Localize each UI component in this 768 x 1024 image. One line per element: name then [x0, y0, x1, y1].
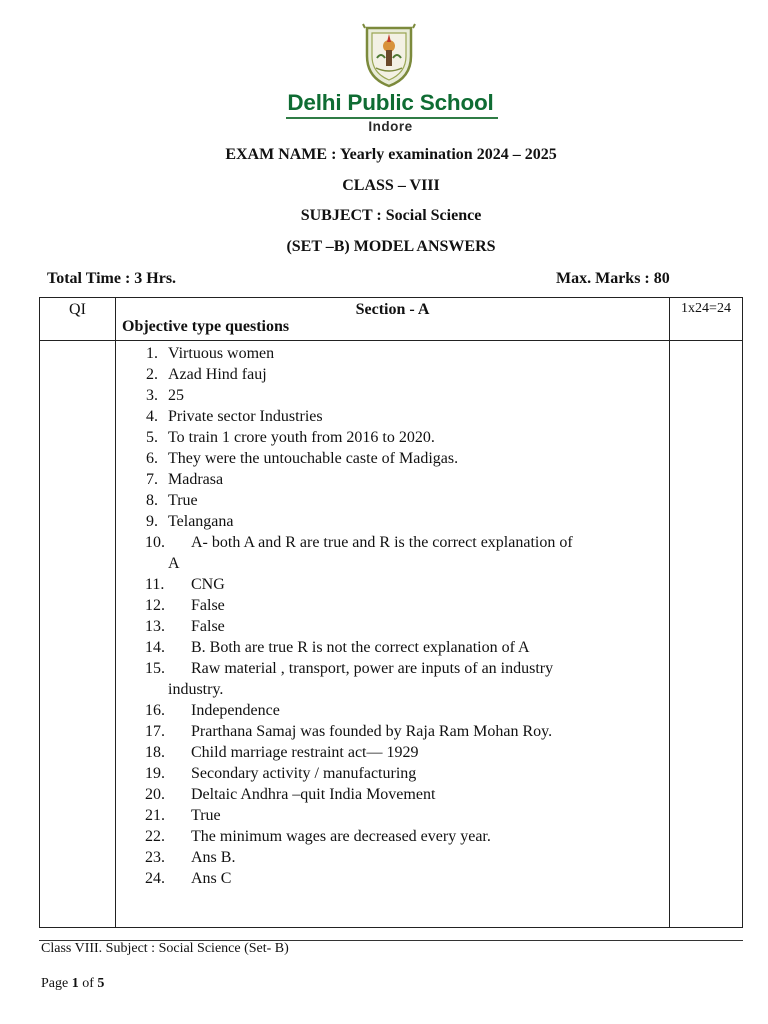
answer-item [116, 637, 669, 658]
answer-number: 5. [146, 429, 158, 446]
answer-number: 15. [145, 660, 165, 677]
answer-item [116, 574, 669, 595]
answer-number: 6. [146, 450, 158, 467]
answer-text: A- both A and R are true and R is the correct explanation of [191, 534, 573, 551]
answer-item [116, 763, 669, 784]
answer-number: 18. [145, 744, 165, 761]
answer-item [116, 742, 669, 763]
answer-text: Raw material , transport, power are inputs of an industry [191, 660, 554, 677]
section-cell [116, 298, 670, 341]
max-marks: Max. Marks : 80 [556, 270, 670, 287]
dps-crest-icon [361, 22, 417, 88]
answer-text: They were the untouchable caste of Madigas. [168, 450, 459, 467]
answer-number: 2. [146, 366, 158, 383]
objective-title: Objective type questions [122, 318, 290, 335]
answer-text: 25 [168, 387, 184, 404]
answer-number: 16. [145, 702, 165, 719]
answer-number: 13. [145, 618, 165, 635]
answer-number: 22. [145, 828, 165, 845]
answer-number: 24. [145, 870, 165, 887]
answer-text: False [191, 597, 225, 614]
qi-label: QI [69, 301, 86, 318]
marks-allocation: 1x24=24 [681, 301, 731, 316]
marks-body-cell [670, 341, 743, 928]
class-title: CLASS – VIII [342, 177, 440, 194]
answer-item [116, 616, 669, 637]
answer-item [116, 364, 669, 385]
answer-item [116, 784, 669, 805]
answer-number: 9. [146, 513, 158, 530]
page-number [41, 976, 104, 992]
answer-number: 23. [145, 849, 165, 866]
answer-number: 19. [145, 765, 165, 782]
page-of: of [78, 976, 98, 991]
answer-text: True [168, 492, 198, 509]
answer-item [116, 490, 669, 511]
answer-text: To train 1 crore youth from 2016 to 2020. [168, 429, 435, 446]
answer-item [116, 385, 669, 406]
answer-item [116, 427, 669, 448]
answer-text: Child marriage restraint act— 1929 [191, 744, 419, 761]
answer-continuation: industry. [168, 681, 224, 698]
answer-item [116, 847, 669, 868]
page-current: 1 [71, 976, 79, 991]
answer-number: 14. [145, 639, 165, 656]
section-title: Section - A [355, 301, 430, 318]
answer-text: Prarthana Samaj was founded by Raja Ram Mohan Roy. [191, 723, 553, 740]
subject-title: SUBJECT : Social Science [300, 207, 482, 224]
answer-text: False [191, 618, 225, 635]
answer-item [116, 805, 669, 826]
qi-body-cell [40, 341, 116, 928]
answer-item [116, 595, 669, 616]
answer-item [116, 532, 669, 574]
answer-text: Azad Hind fauj [168, 366, 267, 383]
answer-number: 4. [146, 408, 158, 425]
page-total: 5 [97, 976, 105, 991]
school-logo [283, 20, 498, 135]
answer-number: 3. [146, 387, 158, 404]
answer-number: 8. [146, 492, 158, 509]
answer-number: 10. [145, 534, 165, 551]
answer-number: 21. [145, 807, 165, 824]
answer-number: 17. [145, 723, 165, 740]
answer-text: Secondary activity / manufacturing [191, 765, 417, 782]
answer-text: Private sector Industries [168, 408, 323, 425]
answer-number: 11. [145, 576, 165, 593]
answer-list [116, 341, 669, 889]
table-body-row [40, 341, 743, 928]
answer-text: Telangana [168, 513, 234, 530]
answer-text: Madrasa [168, 471, 224, 488]
answer-item [116, 826, 669, 847]
answer-number: 12. [145, 597, 165, 614]
qi-cell [40, 298, 116, 341]
footer-text: Class VIII. Subject : Social Science (Set- B) [41, 941, 289, 956]
table-header-row [40, 298, 743, 341]
answer-item [116, 343, 669, 364]
school-city: Indore [368, 119, 413, 134]
marks-cell [670, 298, 743, 341]
answer-item [116, 406, 669, 427]
exam-name: EXAM NAME : Yearly examination 2024 – 2025 [225, 146, 557, 163]
answer-text: Ans C [191, 870, 232, 887]
answer-number: 1. [146, 345, 158, 362]
total-time: Total Time : 3 Hrs. [47, 270, 177, 287]
answer-item [116, 868, 669, 889]
answer-text: CNG [191, 576, 225, 593]
answers-cell [116, 341, 670, 928]
answer-text: Deltaic Andhra –quit India Movement [191, 786, 436, 803]
answer-text: The minimum wages are decreased every year. [191, 828, 491, 845]
answer-continuation: A [168, 555, 180, 572]
answer-text: B. Both are true R is not the correct explanation of A [191, 639, 530, 656]
answer-text: Ans B. [191, 849, 236, 866]
school-name: Delhi Public School [287, 90, 494, 115]
answer-text: True [191, 807, 221, 824]
answer-item [116, 448, 669, 469]
answer-item [116, 721, 669, 742]
answer-number: 20. [145, 786, 165, 803]
answer-item [116, 658, 669, 700]
answer-item [116, 469, 669, 490]
answer-item [116, 511, 669, 532]
answers-table [39, 297, 743, 928]
set-title: (SET –B) MODEL ANSWERS [286, 238, 496, 255]
page-prefix: Page [41, 976, 72, 991]
answer-number: 7. [146, 471, 158, 488]
answer-text: Independence [191, 702, 280, 719]
answer-text: Virtuous women [168, 345, 275, 362]
answer-item [116, 700, 669, 721]
